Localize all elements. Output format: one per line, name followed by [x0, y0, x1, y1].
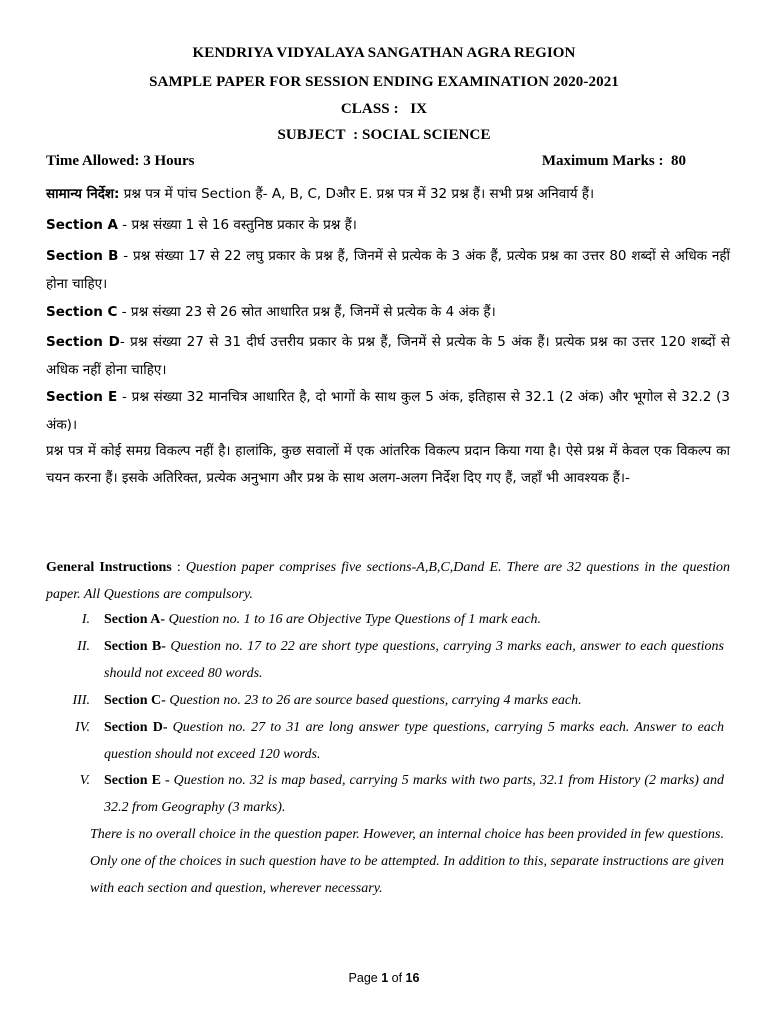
hindi-section-label: Section C	[46, 304, 118, 320]
instruction-text: Question no. 32 is map based, carrying 5 marks with two parts, 32.1 from History (2 marks) and 32.2 from Geography (3 marks).	[104, 773, 725, 815]
hindi-section-e	[46, 383, 730, 439]
general-instructions-text: Question paper comprises five sections-A,B,C,Dand E. There are 32 questions in the question paper. All Questions are compulsory.	[46, 560, 730, 602]
subject-line: SUBJECT : SOCIAL SCIENCE	[277, 127, 491, 143]
hindi-section-text: - प्रश्न संख्या 27 से 31 दीर्घ उत्तरीय प्रकार के प्रश्न हैं, जिनमें से प्रत्येक के 5 अंक हैं। प्रत्येक प्रश्न का उत्तर 120 शब्दों से अधिक नहीं होना चाहिए।	[46, 334, 730, 378]
instruction-item	[46, 768, 724, 821]
hindi-section-text: - प्रश्न संख्या 32 मानचित्र आधारित है, दो भागों के साथ कुल 5 अंक, इतिहास से 32.1 (2 अंक) और भूगोल से 32.2 (3 अंक)।	[46, 389, 730, 433]
exam-meta-row	[46, 153, 686, 170]
instruction-label: Section B-	[104, 639, 166, 654]
hindi-section-label: Section B	[46, 248, 119, 264]
maximum-marks: Maximum Marks : 80	[541, 153, 686, 169]
instruction-text: Question no. 1 to 16 are Objective Type Questions of 1 mark each.	[165, 612, 542, 627]
hindi-closing-paragraph: प्रश्न पत्र में कोई समग्र विकल्प नहीं है। हालांकि, कुछ सवालों में एक आंतरिक विकल्प प्रदान किया गया है। ऐसे प्रश्न में केवल एक विकल्प का चयन करना हैं। इसके अतिरिक्त, प्रत्येक अनुभाग और प्रश्न के साथ अलग-अलग निर्देश दिए गए हैं, जहाँ भी आवश्यक हैं।-	[46, 443, 730, 486]
general-instructions: General Instructions : Question paper comprises five sections-A,B,C,Dand E. There are 32 questions in the question paper. All Questions are compulsory.	[46, 560, 730, 602]
instruction-text: Question no. 27 to 31 are long answer type questions, carrying 5 marks each. Answer to each question should not exceed 120 words.	[104, 720, 724, 762]
hindi-general-text: प्रश्न पत्र में पांच Section हैं- A, B, C, Dऔर E. प्रश्न पत्र में 32 प्रश्न हैं। सभी प्रश्न अनिवार्य हैं।	[119, 186, 595, 202]
school-title: KENDRIYA VIDYALAYA SANGATHAN AGRA REGION	[192, 45, 576, 61]
instruction-number: I.	[81, 612, 90, 627]
hindi-section-label: Section D	[46, 334, 120, 350]
total-pages: 16	[405, 971, 420, 985]
instruction-item	[46, 634, 724, 687]
page-word: Page	[348, 971, 382, 985]
instruction-label: Section D-	[104, 720, 168, 735]
instruction-number: III.	[72, 693, 90, 708]
hindi-section-c	[46, 298, 730, 326]
hindi-general-label: सामान्य निर्देश:	[46, 186, 120, 202]
instruction-item	[46, 715, 724, 768]
hindi-section-d	[46, 328, 730, 384]
of-word: of	[388, 971, 406, 985]
hindi-section-text: - प्रश्न संख्या 23 से 26 स्रोत आधारित प्रश्न हैं, जिनमें से प्रत्येक के 4 अंक हैं।	[117, 304, 496, 320]
instruction-item	[46, 688, 724, 715]
instruction-label: Section E -	[104, 773, 170, 788]
internal-choice-note: There is no overall choice in the question paper. However, an internal choice has been provided in few questions. Only one of the choices in such question have to be attempted. In addition to this, separate instructions are given with each section and question, wherever necessary.	[90, 827, 724, 896]
instruction-label: Section C-	[104, 693, 166, 708]
instruction-text: Question no. 23 to 26 are source based questions, carrying 4 marks each.	[165, 693, 582, 708]
hindi-section-a	[46, 211, 730, 239]
class-line: CLASS : IX	[340, 101, 428, 117]
instruction-number: IV.	[75, 720, 90, 735]
instruction-number: V.	[79, 773, 90, 788]
hindi-general-instructions	[46, 180, 730, 208]
exam-title: SAMPLE PAPER FOR SESSION ENDING EXAMINATION 2020-2021	[149, 74, 619, 90]
hindi-section-label: Section A	[46, 217, 118, 233]
page-number: 1	[381, 971, 389, 985]
time-allowed: Time Allowed: 3 Hours	[46, 153, 195, 169]
page-footer	[0, 971, 768, 985]
instruction-item	[46, 607, 724, 634]
instruction-number: II.	[77, 639, 90, 654]
instruction-text: Question no. 17 to 22 are short type questions, carrying 3 marks each, answer to each questions should not exceed 80 words.	[104, 639, 724, 681]
hindi-section-text: - प्रश्न संख्या 1 से 16 वस्तुनिष्ठ प्रकार के प्रश्न हैं।	[118, 217, 357, 233]
hindi-section-text: - प्रश्न संख्या 17 से 22 लघु प्रकार के प्रश्न हैं, जिनमें से प्रत्येक के 3 अंक हैं, प्रत्येक प्रश्न का उत्तर 80 शब्दों से अधिक नहीं होना चाहिए।	[46, 248, 731, 292]
hindi-section-b	[46, 242, 730, 298]
instruction-label: Section A-	[104, 612, 166, 627]
general-instructions-label: General Instructions	[46, 560, 172, 575]
hindi-section-label: Section E	[46, 389, 118, 405]
